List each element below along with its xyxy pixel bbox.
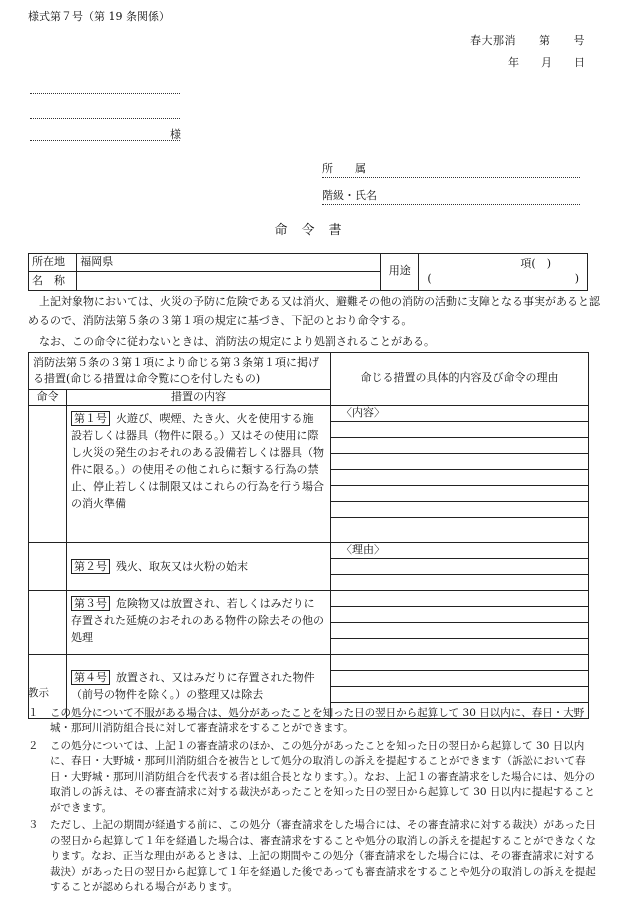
- order-mark-1[interactable]: [29, 405, 67, 542]
- measures-table: [28, 352, 589, 719]
- instruction-text: この処分について不服がある場合は、処分があったことを知った日の翌日から起算して 30 日以内に、春日・大野城・那珂川消防組合長に対して審査請求をすることができます。: [50, 706, 585, 735]
- affiliation-label: 所 属: [322, 162, 366, 175]
- usage-item: 項( ): [520, 257, 551, 270]
- detail-line[interactable]: [331, 422, 588, 438]
- col-content-header: 措置の内容: [67, 389, 331, 405]
- location-label: 所在地: [29, 254, 77, 272]
- measures-header-right: 命じる措置の具体的内容及び命令の理由: [331, 353, 589, 406]
- detail-line[interactable]: [331, 470, 588, 486]
- measure-detail-1[interactable]: [331, 405, 589, 542]
- detail-line[interactable]: [331, 591, 588, 607]
- measure-number-3: 第３号: [71, 596, 110, 611]
- measure-text-2: 残火、取灰又は火粉の始末: [116, 559, 248, 573]
- instruction-item: [28, 706, 603, 737]
- detail-line[interactable]: [331, 623, 588, 639]
- instruction-item: [28, 739, 603, 817]
- measures-header-left: 消防法第５条の３第１項により命じる第３条第１項に掲げる措置(命じる措置は命令覧に○を付したもの): [29, 353, 331, 390]
- instruction-number: ３: [28, 819, 39, 832]
- addressee-line-3[interactable]: [30, 132, 180, 141]
- content-label: 〈内容〉: [331, 406, 588, 422]
- measure-number-4: 第４号: [71, 670, 110, 685]
- rank-name-label: 階級・氏名: [322, 189, 377, 202]
- issuer-rank-name[interactable]: [322, 189, 580, 205]
- measure-detail-3[interactable]: [331, 590, 589, 654]
- detail-line[interactable]: [331, 575, 588, 590]
- detail-line[interactable]: [331, 454, 588, 470]
- detail-line[interactable]: [331, 486, 588, 502]
- instruction-text: この処分については、上記１の審査請求のほか、この処分があったことを知った日の翌日から起算して 30 日以内に、春日・大野城・那珂川消防組合を被告として処分の取消しの訴えを提起することができます（訴訟において春日・大野城・那珂川消防組合を代表する者は組合長となります。）。なお、上記１の審査請求をした場合には、処分の取消しの訴えは、その審査請求に対する裁決があったことを知った日の翌日から起算して 30 日以内に提起することができます。: [50, 739, 596, 814]
- addressee-line-1[interactable]: [30, 85, 180, 94]
- detail-line[interactable]: [331, 639, 588, 654]
- measure-item-3: [67, 590, 331, 654]
- measure-text-1: 火遊び、喫煙、たき火、火を使用する施設若しくは器具（物件に限る。）又はその使用に際し火災の発生のおそれのある設備若しくは器具（物件に限る。）の使用その他これらに類する行為の禁止、停止若しくは制限又はこれらの行為を行う場合の消火準備: [71, 411, 324, 510]
- col-order-header: 命令: [29, 389, 67, 405]
- addressee-suffix: 様: [170, 128, 181, 141]
- detail-line[interactable]: [331, 438, 588, 454]
- instruction-text: ただし、上記の期間が経過する前に、この処分（審査請求をした場合には、その審査請求に対する裁決）があった日の翌日から起算して１年を経過した場合は、審査請求をすることや処分の取消しの訴えを提起することができなくなります。なお、正当な理由があるときは、上記の期間やこの処分（審査請求をした場合には、その審査請求に対する裁決）があった日の翌日から起算して１年を経過した後であっても審査請求をすることや処分の取消しの訴えを提起することが認められる場合があります。: [50, 819, 596, 894]
- measure-item-2: [67, 542, 331, 590]
- issuer-affiliation[interactable]: [322, 162, 580, 178]
- measure-detail-2[interactable]: [331, 542, 589, 590]
- instruction-number: １: [28, 706, 39, 719]
- target-table: [28, 253, 588, 291]
- name-label: 名 称: [29, 272, 77, 290]
- name-value[interactable]: [77, 272, 381, 290]
- detail-line[interactable]: [331, 559, 588, 575]
- detail-line[interactable]: [331, 607, 588, 623]
- instruction-item: [28, 818, 603, 896]
- location-value[interactable]: 福岡県: [77, 254, 381, 272]
- instruction-number: ２: [28, 739, 39, 752]
- body-paragraph-2: なお、この命令に従わないときは、消防法の規定により処罰されることがある。: [39, 335, 435, 348]
- measure-item-1: [67, 405, 331, 542]
- measure-text-4: 放置され、又はみだりに存置された物件（前号の物件を除く。）の整理又は除去: [71, 671, 315, 702]
- detail-line[interactable]: [331, 502, 588, 518]
- form-number: 様式第７号（第 19 条関係）: [28, 10, 170, 23]
- body-paragraph-1: 上記対象物においては、火災の予防に危険である又は消火、避難その他の消防の活動に支障となる事実があると認めるので、消防法第５条の３第１項の規定に基づき、下記のとおり命令する。: [28, 295, 600, 327]
- usage-value[interactable]: [419, 254, 588, 291]
- order-mark-3[interactable]: [29, 590, 67, 654]
- usage-paren: ( ): [427, 271, 579, 285]
- usage-label: 用途: [381, 254, 419, 291]
- reason-label: 〈理由〉: [331, 543, 588, 559]
- detail-line[interactable]: [331, 671, 588, 687]
- measure-number-1: 第１号: [71, 411, 110, 426]
- reference-number: 春大那消 第 号: [470, 34, 585, 47]
- instructions-heading: 教示: [28, 687, 49, 699]
- measure-text-3: 危険物又は放置され、若しくはみだりに存置された延焼のおそれのある物件の除去その他の処理: [71, 596, 324, 644]
- instructions: [28, 686, 603, 898]
- order-mark-2[interactable]: [29, 542, 67, 590]
- document-title: 命令書: [274, 223, 356, 238]
- addressee-line-2[interactable]: [30, 110, 180, 119]
- issue-date: 年 月 日: [508, 56, 585, 69]
- detail-line[interactable]: [331, 518, 588, 533]
- measure-number-2: 第２号: [71, 559, 110, 574]
- detail-line[interactable]: [331, 655, 588, 671]
